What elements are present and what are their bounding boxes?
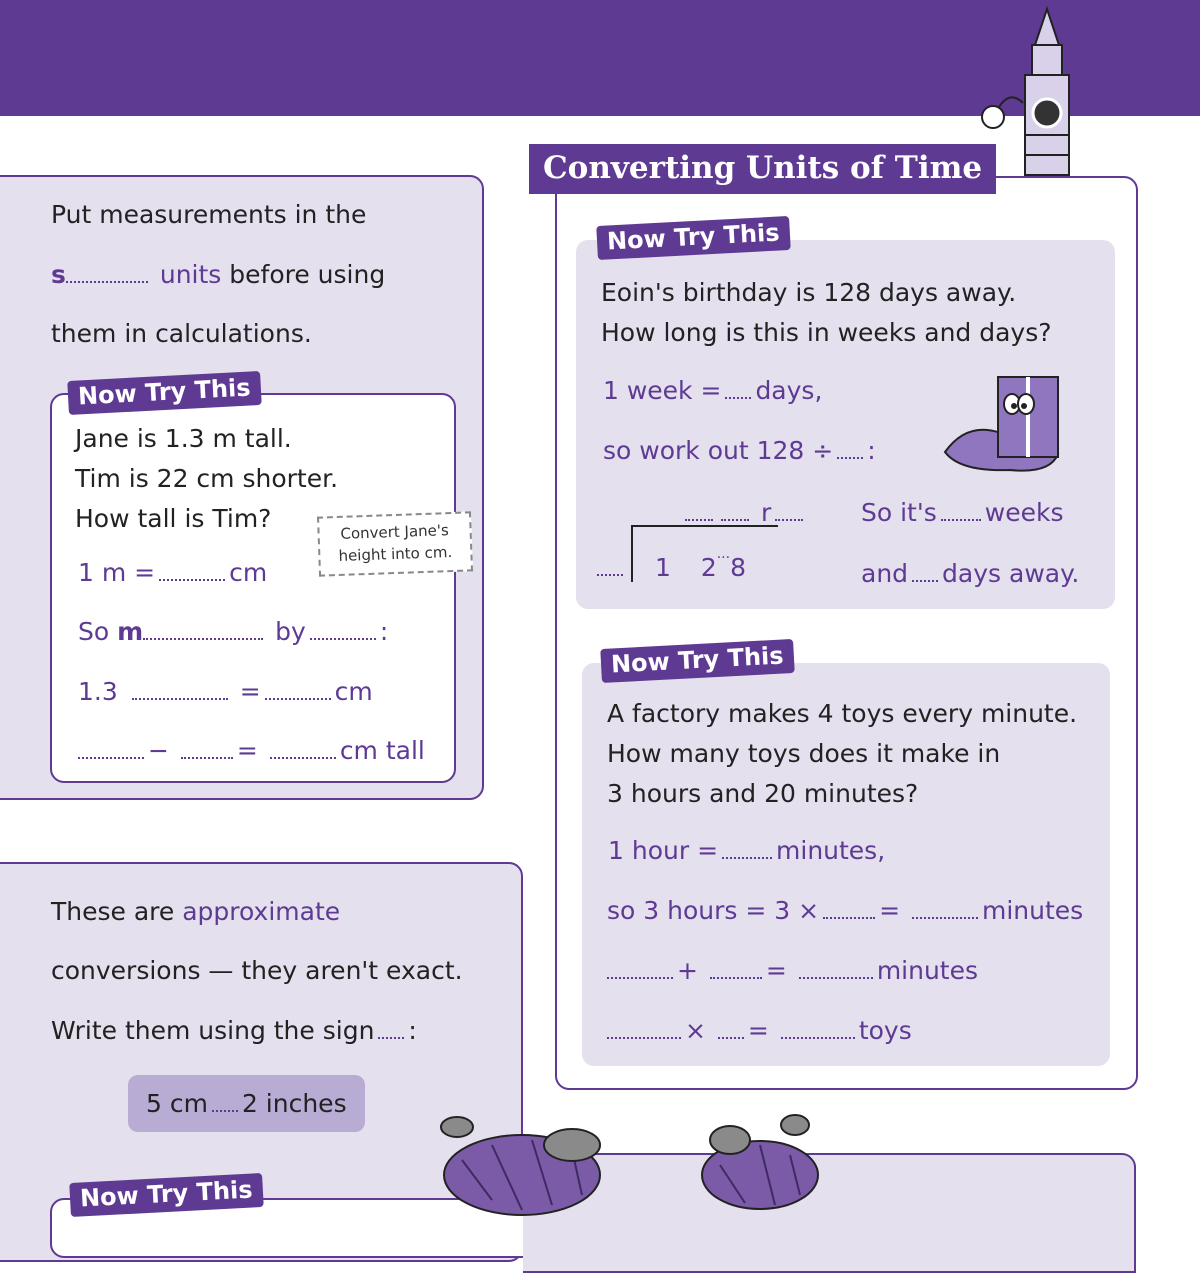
section-title: Converting Units of Time (529, 144, 996, 194)
panel-text: them in calculations. (51, 319, 312, 348)
question-text: Jane is 1.3 m tall. (75, 424, 292, 453)
question-text: A factory makes 4 toys every minute. (607, 699, 1078, 728)
step-line: 1 hour = minutes, (608, 836, 886, 865)
panel-text: Write them using the sign : (51, 1016, 417, 1045)
step-line: So m by : (78, 617, 389, 646)
now-try-tag: Now Try This (69, 1173, 263, 1217)
question-text: Eoin's birthday is 128 days away. (601, 278, 1017, 307)
answer-line: and days away. (861, 559, 1080, 588)
step-line: so work out 128 ÷ : (603, 436, 876, 465)
tortoise-icon (690, 1105, 840, 1215)
panel-text: conversions — they aren't exact. (51, 956, 463, 985)
question-text: Tim is 22 cm shorter. (75, 464, 339, 493)
now-try-tag: Now Try This (600, 639, 794, 683)
step-line: so 3 hours = 3 × = minutes (607, 896, 1084, 925)
approx-example: 5 cm 2 inches (128, 1075, 365, 1132)
step-line: + = minutes (607, 958, 978, 983)
step-line: − = cm tall (78, 738, 425, 763)
now-try-tag: Now Try This (67, 371, 261, 415)
panel-text: Put measurements in the (51, 200, 367, 229)
step-line: 1.3 = cm (78, 677, 373, 706)
panel-text-line2: s units before using (51, 260, 386, 289)
step-line: × = toys (607, 1018, 912, 1043)
question-text: 3 hours and 20 minutes? (607, 779, 919, 808)
tortoise-icon (432, 1105, 612, 1220)
step-line: 1 week = days, (603, 376, 823, 405)
present-icon (940, 362, 1065, 477)
panel-text: These are approximate (51, 897, 341, 926)
hint-note: Convert Jane's height into cm. (317, 511, 473, 576)
division-dividend: 1 2···8 (597, 551, 746, 580)
question-text: How many toys does it make in (607, 739, 1001, 768)
question-text: How long is this in weeks and days? (601, 318, 1052, 347)
now-try-tag: Now Try This (596, 216, 790, 260)
step-line: 1 m = cm (78, 558, 268, 587)
division-quotient: r (685, 500, 807, 525)
answer-line: So it's weeks (861, 498, 1064, 527)
question-text: How tall is Tim? (75, 504, 272, 533)
